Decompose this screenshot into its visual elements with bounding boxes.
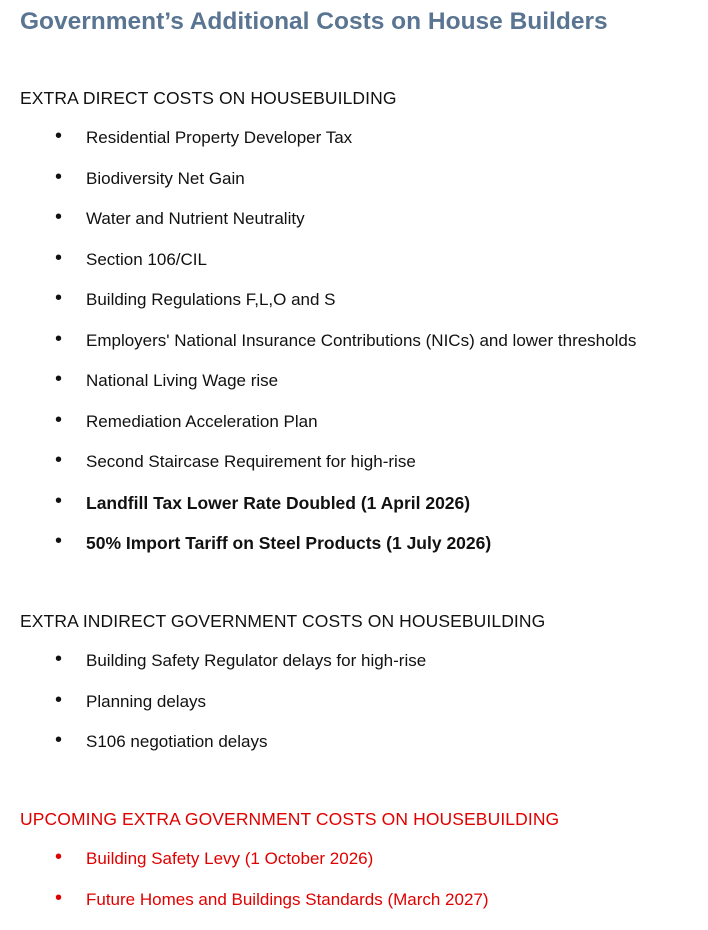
list-item-label: Employers' National Insurance Contributions (NICs) and lower thresholds [86,331,636,351]
bullet-icon: • [55,328,62,351]
list-item-label: Biodiversity Net Gain [86,169,245,189]
bullet-icon: • [55,449,62,472]
list-item [0,651,708,692]
list-item-label: Residential Property Developer Tax [86,128,352,148]
list-item [0,209,708,250]
list-item [0,890,708,930]
list-item-label: National Living Wage rise [86,371,278,391]
direct-costs-list [0,128,708,574]
bullet-icon: • [55,530,62,553]
list-item [0,732,708,773]
section-heading: UPCOMING EXTRA GOVERNMENT COSTS ON HOUSEBUILDING [20,809,559,830]
bullet-icon: • [55,206,62,229]
list-item [0,692,708,733]
list-item-label: 50% Import Tariff on Steel Products (1 July 2026) [86,533,491,554]
list-item [0,371,708,412]
list-item-label: Remediation Acceleration Plan [86,412,318,432]
bullet-icon: • [55,648,62,671]
list-item [0,493,708,534]
bullet-icon: • [55,846,62,869]
bullet-icon: • [55,368,62,391]
list-item [0,169,708,210]
page-title: Government’s Additional Costs on House Builders [20,8,608,36]
bullet-icon: • [55,729,62,752]
bullet-icon: • [55,166,62,189]
indirect-costs-list [0,651,708,773]
list-item [0,452,708,493]
bullet-icon: • [55,287,62,310]
list-item-label: Future Homes and Buildings Standards (March 2027) [86,890,489,910]
list-item-label: Building Regulations F,L,O and S [86,290,336,310]
bullet-icon: • [55,125,62,148]
list-item [0,128,708,169]
list-item [0,331,708,372]
bullet-icon: • [55,247,62,270]
list-item-label: Building Safety Regulator delays for high-rise [86,651,426,671]
list-item-label: Planning delays [86,692,206,712]
bullet-icon: • [55,490,62,513]
bullet-icon: • [55,409,62,432]
list-item-label: Second Staircase Requirement for high-rise [86,452,416,472]
section-heading: EXTRA DIRECT COSTS ON HOUSEBUILDING [20,88,397,109]
list-item-label: Landfill Tax Lower Rate Doubled (1 April 2026) [86,493,470,514]
upcoming-costs-list [0,849,708,930]
list-item-label: Section 106/CIL [86,250,207,270]
list-item-label: S106 negotiation delays [86,732,267,752]
list-item [0,290,708,331]
list-item-label: Water and Nutrient Neutrality [86,209,305,229]
list-item [0,849,708,890]
bullet-icon: • [55,689,62,712]
list-item [0,412,708,453]
section-heading: EXTRA INDIRECT GOVERNMENT COSTS ON HOUSEBUILDING [20,611,545,632]
list-item [0,533,708,574]
list-item-label: Building Safety Levy (1 October 2026) [86,849,373,869]
bullet-icon: • [55,887,62,910]
list-item [0,250,708,291]
